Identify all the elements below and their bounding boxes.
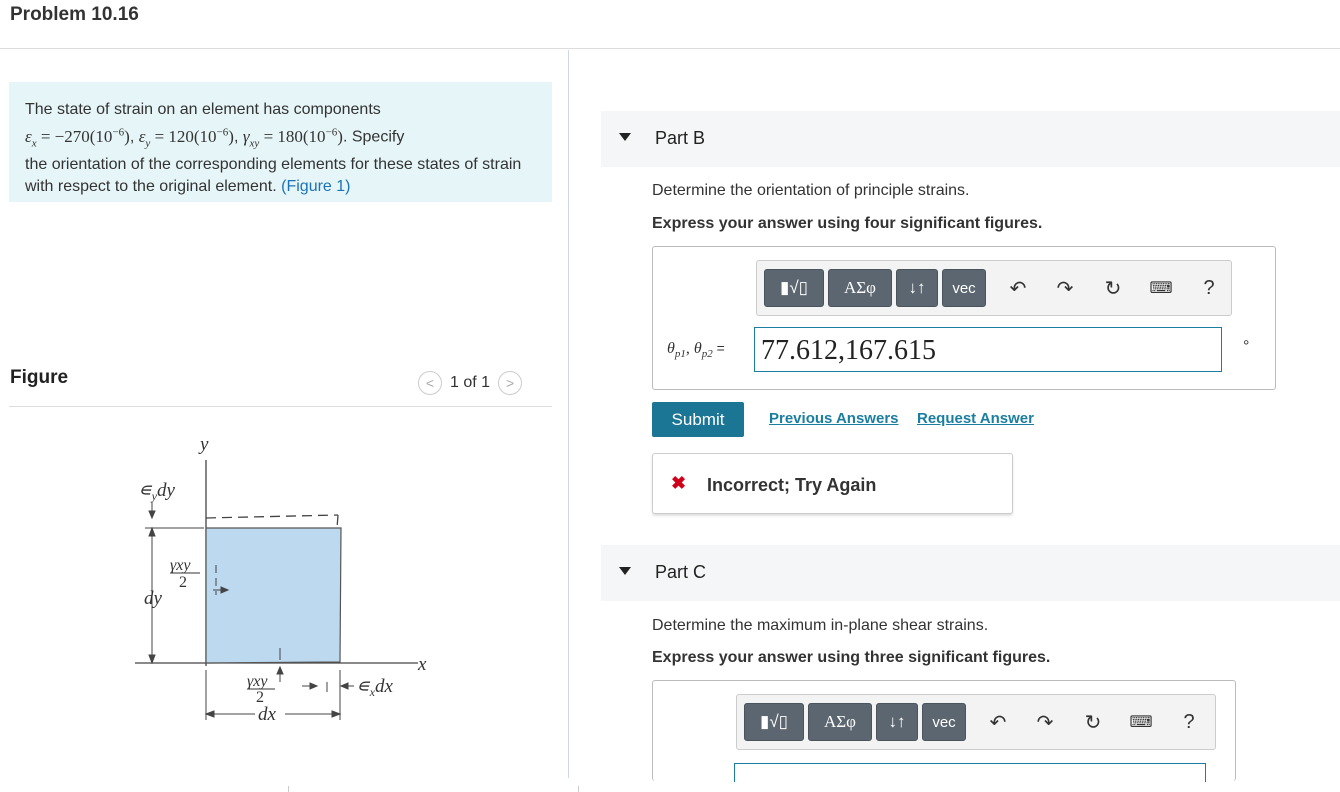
strain-element-figure xyxy=(120,430,440,730)
scroll-tick xyxy=(288,786,289,792)
figure-pager xyxy=(418,370,522,396)
help-button[interactable]: ? xyxy=(1203,276,1215,299)
greek-button[interactable]: ΑΣφ xyxy=(808,703,872,741)
figure-divider xyxy=(9,406,552,407)
y-axis-label: y xyxy=(200,434,209,455)
part-b-question: Determine the orientation of principle strains. xyxy=(652,182,970,199)
request-answer-link[interactable]: Request Answer xyxy=(917,410,1034,427)
templates-button[interactable]: ▮√▯ xyxy=(764,269,824,307)
templates-button[interactable]: ▮√▯ xyxy=(744,703,804,741)
figure-link[interactable]: (Figure 1) xyxy=(281,178,351,196)
part-b-instruction: Express your answer using four significant figures. xyxy=(652,215,1043,232)
incorrect-x-icon: ✖ xyxy=(671,473,687,493)
part-c-math-toolbar xyxy=(736,694,1216,750)
deformed-element xyxy=(206,528,341,663)
part-c-answer-box xyxy=(652,680,1236,781)
figure-label: Figure xyxy=(10,367,69,388)
degree-unit: ° xyxy=(1243,338,1250,355)
part-c-title: Part C xyxy=(655,562,707,582)
page-title: Problem 10.16 xyxy=(10,4,139,25)
submit-button[interactable]: Submit xyxy=(652,402,744,437)
reset-icon[interactable]: ↻ xyxy=(1084,711,1102,734)
part-b-answer-box xyxy=(652,246,1276,390)
part-c-header[interactable] xyxy=(601,545,1340,601)
strain-x: $\varepsilon_x = -270(10^{-6})$ xyxy=(25,126,130,150)
problem-statement: The state of strain on an element has components $\varepsilon_x = -270(10^{-6})$, $\varepsilon_y = 120(10^{-6})$, $\gamma_{xy} = 180(10^{-6})$. Specify the orientation of the corresponding elements for these states of strain with respect to the original element. (Figure 1) xyxy=(9,82,552,202)
feedback-box xyxy=(652,453,1013,514)
strain-y: $\varepsilon_y = 120(10^{-6})$ xyxy=(138,126,234,150)
problem-specify: . Specify xyxy=(342,128,405,146)
x-axis-label: x xyxy=(418,654,427,675)
gamma-xy-bottom-label: γxy xyxy=(247,673,268,690)
keyboard-icon[interactable]: ⌨ xyxy=(1149,280,1173,297)
header-divider xyxy=(0,48,1340,49)
part-b-header[interactable] xyxy=(601,111,1340,167)
scroll-tick xyxy=(578,786,579,792)
part-c-instruction: Express your answer using three significant figures. xyxy=(652,649,1051,666)
eydy-label: $∊_ydy$ xyxy=(138,480,175,503)
reset-icon[interactable]: ↻ xyxy=(1104,277,1122,300)
problem-intro: The state of strain on an element has components xyxy=(25,101,381,118)
part-b-math-toolbar xyxy=(756,260,1232,316)
next-figure-button[interactable]: > xyxy=(498,371,522,395)
redo-icon[interactable]: ↷ xyxy=(1056,277,1074,300)
vector-button[interactable]: vec xyxy=(942,269,986,307)
greek-button[interactable]: ΑΣφ xyxy=(828,269,892,307)
collapse-triangle-icon xyxy=(619,567,631,575)
feedback-text: Incorrect; Try Again xyxy=(707,475,877,495)
subscript-superscript-button[interactable]: ↓↑ xyxy=(896,269,938,307)
shear-strain-xy: $\gamma_{xy} = 180(10^{-6})$ xyxy=(242,126,343,150)
part-b-title: Part B xyxy=(655,128,706,148)
pane-divider[interactable] xyxy=(568,50,569,778)
help-button[interactable]: ? xyxy=(1183,710,1195,733)
problem-body: the orientation of the corresponding elements for these states of strain with respect to the original element. xyxy=(25,156,522,196)
collapse-triangle-icon xyxy=(619,133,631,141)
figure-page-count: 1 of 1 xyxy=(450,374,491,391)
gamma-half-top-den: 2 xyxy=(179,574,187,591)
exdx-label: $∊_xdx$ xyxy=(356,676,393,699)
dy-label: dy xyxy=(144,588,162,609)
theta-answer-input[interactable]: 77.612,167.615 xyxy=(754,327,1222,372)
undo-icon[interactable]: ↶ xyxy=(989,711,1007,734)
shear-strain-answer-input[interactable] xyxy=(734,763,1206,782)
subscript-superscript-button[interactable]: ↓↑ xyxy=(876,703,918,741)
previous-answers-link[interactable]: Previous Answers xyxy=(769,410,899,427)
gamma-half-bottom-den: 2 xyxy=(256,689,264,706)
gamma-xy-top-label: γxy xyxy=(170,557,191,574)
keyboard-icon[interactable]: ⌨ xyxy=(1129,714,1153,731)
vector-button[interactable]: vec xyxy=(922,703,966,741)
dx-label: dx xyxy=(258,704,276,725)
theta-label: $\theta_{p1}$, $\theta_{p2}$ = xyxy=(667,340,725,361)
redo-icon[interactable]: ↷ xyxy=(1036,711,1054,734)
part-c-question: Determine the maximum in-plane shear strains. xyxy=(652,617,989,634)
prev-figure-button[interactable]: < xyxy=(418,371,442,395)
undo-icon[interactable]: ↶ xyxy=(1009,277,1027,300)
